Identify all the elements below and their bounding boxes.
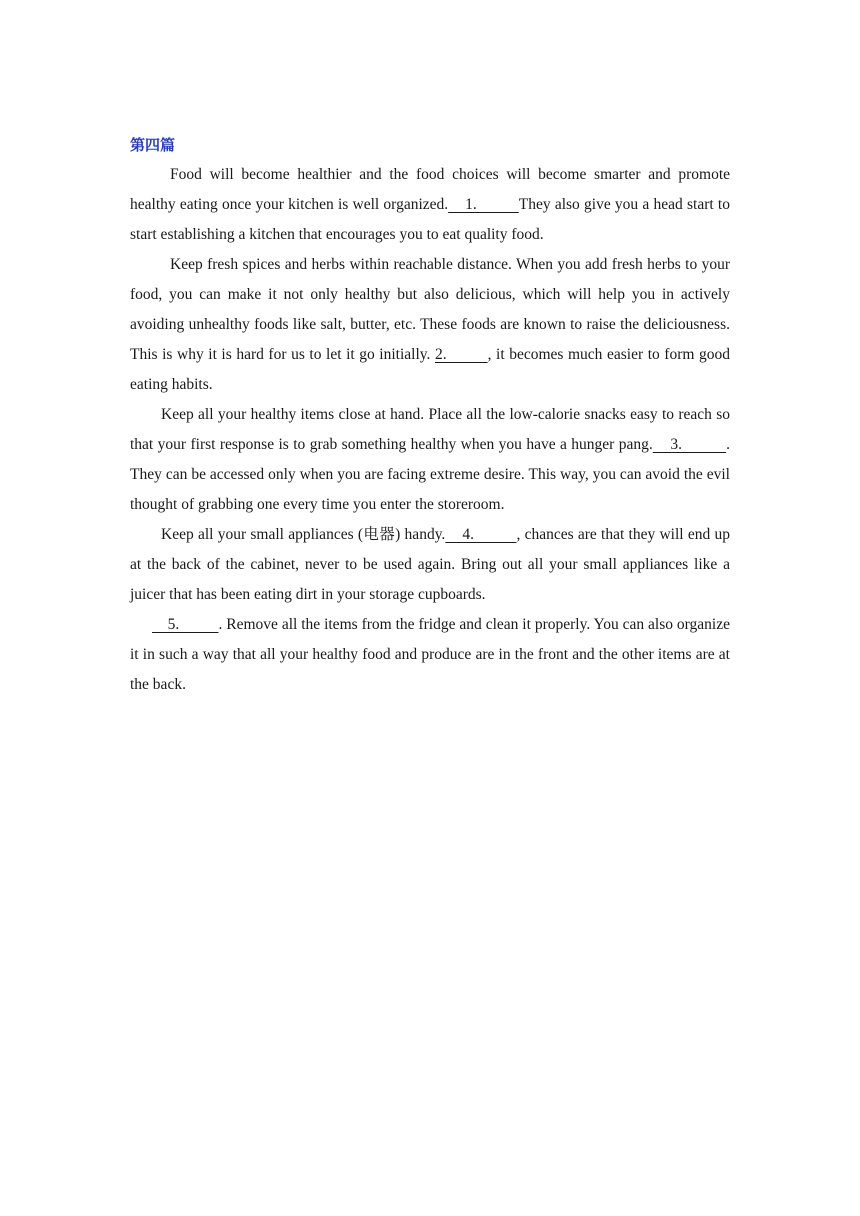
paragraph-4 [130, 520, 730, 610]
section-title: 第四篇 [130, 136, 176, 154]
paragraph-4-text-a: Keep all your small appliances (电器) handy. [161, 526, 446, 543]
blank-2[interactable]: 2. [434, 346, 488, 363]
paragraph-1 [130, 160, 730, 250]
blank-3[interactable]: 3. [652, 436, 727, 453]
paragraph-2-text-b: , it becomes much easier to form good eating habits. [130, 346, 730, 393]
paragraph-2-text-a: Keep fresh spices and herbs within reachable distance. When you add fresh herbs to your food, you can make it not only healthy but also delicious, which will help you in actively avoiding unhealthy foods like salt, butter, etc. These foods are known to raise the deliciousness. This is why it is hard for us to let it go initially. [130, 256, 730, 363]
paragraph-5-text-b: . Remove all the items from the fridge and clean it properly. You can also organize it in such a way that all your healthy food and produce are in the front and the other items are at the back. [130, 616, 730, 693]
paragraph-3-text-a: Keep all your healthy items close at hand. Place all the low-calorie snacks easy to reach so that your first response is to grab something healthy when you have a hunger pang. [130, 406, 730, 453]
paragraph-4-text-b: , chances are that they will end up at the back of the cabinet, never to be used again. Bring out all your small appliances like a juicer that has been eating dirt in your storage cupboards. [130, 526, 730, 603]
paragraph-2 [130, 250, 730, 400]
paragraph-1-text-a: Food will become healthier and the food choices will become smarter and promote healthy eating once your kitchen is well organized. [130, 166, 730, 213]
blank-1[interactable]: 1. [448, 196, 519, 213]
document-page [130, 130, 730, 700]
paragraph-3 [130, 400, 730, 520]
paragraph-3-text-b: . They can be accessed only when you are facing extreme desire. This way, you can avoid the evil thought of grabbing one every time you enter the storeroom. [130, 436, 730, 513]
blank-4[interactable]: 4. [445, 526, 517, 543]
blank-5[interactable]: 5. [152, 616, 219, 633]
paragraph-5 [130, 610, 730, 700]
paragraph-1-text-b: They also give you a head start to start establishing a kitchen that encourages you to eat quality food. [130, 196, 730, 243]
